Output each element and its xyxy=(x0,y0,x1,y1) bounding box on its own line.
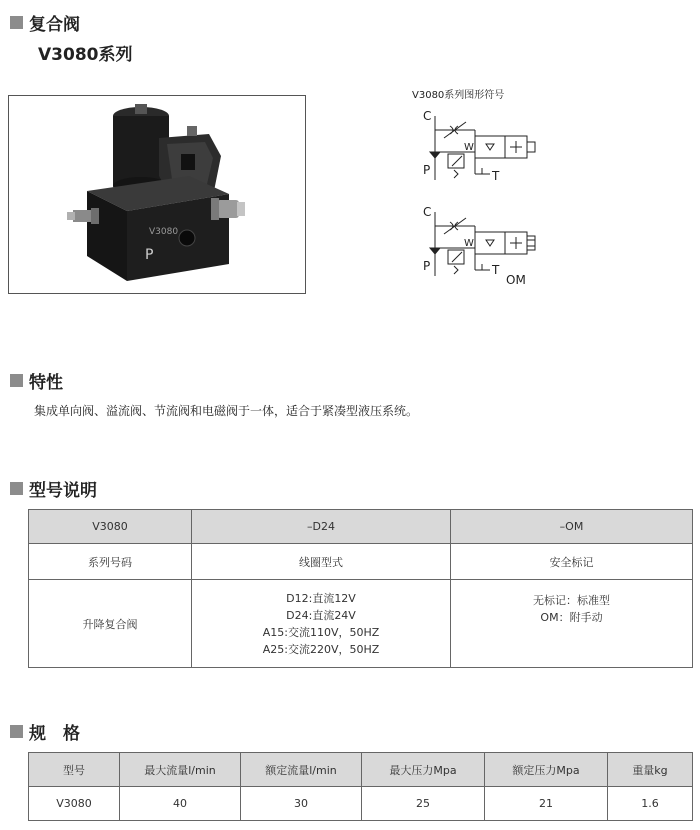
symbol2-om-label: OM xyxy=(506,273,526,287)
series-subtitle: V3080系列 xyxy=(38,45,133,65)
spec-rated-flow: 30 xyxy=(241,787,362,821)
coil-option: D24:直流24V xyxy=(286,608,356,622)
symbol1-t-label: T xyxy=(492,169,500,183)
photo-marking: V3080 xyxy=(149,227,179,237)
hydraulic-symbol-standard xyxy=(420,108,540,188)
coil-option: D12:直流12V xyxy=(286,591,356,605)
valve-product-image xyxy=(9,96,305,293)
detail-coil-options xyxy=(192,580,451,668)
label-series: 系列号码 xyxy=(29,544,192,580)
section-header-composite-valve xyxy=(10,10,80,35)
section-square-icon xyxy=(10,482,23,495)
symbol2-c-label: C xyxy=(423,205,432,219)
section-square-icon xyxy=(10,374,23,387)
model-label-row xyxy=(29,544,693,580)
spec-col-rated-flow: 额定流量l/min xyxy=(241,753,362,787)
model-code-series: V3080 xyxy=(29,510,192,544)
spec-col-model: 型号 xyxy=(29,753,120,787)
symbol1-p-label: P xyxy=(423,163,431,177)
spec-col-rated-pressure: 额定压力Mpa xyxy=(485,753,608,787)
model-detail-row xyxy=(29,580,693,668)
spec-model: V3080 xyxy=(29,787,120,821)
specs-header-row xyxy=(29,753,693,787)
spec-rated-pressure: 21 xyxy=(485,787,608,821)
symbol2-t-label: T xyxy=(492,263,500,277)
symbol2-p-label: P xyxy=(423,259,431,273)
spec-max-pressure: 25 xyxy=(362,787,485,821)
label-safety: 安全标记 xyxy=(451,544,693,580)
features-text: 集成单向阀、溢流阀、节流阀和电磁阀于一体，适合于紧凑型液压系统。 xyxy=(34,404,419,418)
symbol1-c-label: C xyxy=(423,109,432,123)
section-header-model xyxy=(10,476,97,501)
section-square-icon xyxy=(10,725,23,738)
specs-table xyxy=(28,752,693,821)
coil-option: A15:交流110V，50HZ xyxy=(262,625,380,639)
model-header-row xyxy=(29,510,693,544)
spec-col-weight: 重量kg xyxy=(608,753,693,787)
symbol2-w-label: W xyxy=(464,238,474,249)
section-header-specs xyxy=(10,719,80,744)
detail-safety-options xyxy=(451,580,693,668)
photo-port-label: P xyxy=(145,247,154,263)
specs-data-row xyxy=(29,787,693,821)
safety-option: OM：附手动 xyxy=(540,611,603,624)
model-table xyxy=(28,509,693,668)
page-title: 复合阀 xyxy=(29,15,80,35)
coil-option: A25:交流220V，50HZ xyxy=(262,642,380,656)
spec-weight: 1.6 xyxy=(608,787,693,821)
hydraulic-symbol-manual xyxy=(420,204,540,288)
model-code-coil: –D24 xyxy=(192,510,451,544)
spec-col-max-pressure: 最大压力Mpa xyxy=(362,753,485,787)
model-heading: 型号说明 xyxy=(29,481,97,501)
section-square-icon xyxy=(10,16,23,29)
specs-heading: 规 格 xyxy=(29,724,80,744)
label-coil: 线圈型式 xyxy=(192,544,451,580)
features-heading: 特性 xyxy=(29,373,63,393)
product-photo-frame xyxy=(8,95,306,294)
safety-option: 无标记：标准型 xyxy=(533,594,610,607)
section-header-features xyxy=(10,368,63,393)
model-code-safety: –OM xyxy=(451,510,693,544)
spec-col-max-flow: 最大流量l/min xyxy=(120,753,241,787)
spec-max-flow: 40 xyxy=(120,787,241,821)
symbol-title: V3080系列图形符号 xyxy=(412,90,505,101)
detail-series: 升降复合阀 xyxy=(29,580,192,668)
symbol1-w-label: W xyxy=(464,142,474,153)
